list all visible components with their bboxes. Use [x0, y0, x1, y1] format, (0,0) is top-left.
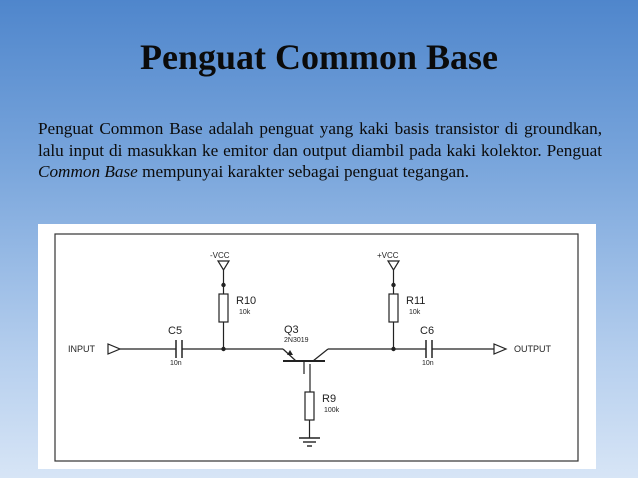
circuit-diagram	[38, 224, 596, 469]
q3-part: 2N3019	[284, 337, 309, 344]
junction-dot	[221, 283, 225, 287]
paragraph-text-end: mempunyai karakter sebagai penguat tegangan.	[137, 162, 469, 181]
r11-value: 10k	[409, 309, 421, 316]
junction-dot	[221, 347, 225, 351]
r10-label: R10	[236, 295, 257, 307]
r10-resistor	[219, 294, 228, 322]
output-arrow	[494, 344, 506, 354]
q3-emitter-arrow	[287, 350, 293, 355]
r10-value: 10k	[239, 309, 251, 316]
neg-vcc-symbol	[218, 261, 229, 270]
input-label: INPUT	[68, 344, 95, 354]
junction-dot	[391, 283, 395, 287]
c6-label: C6	[420, 325, 435, 337]
q3-label: Q3	[284, 324, 299, 336]
c5-value: 10n	[170, 360, 182, 367]
r11-label: R11	[406, 295, 426, 307]
circuit-diagram-panel	[38, 224, 596, 469]
r11-resistor	[389, 294, 398, 322]
output-label: OUTPUT	[514, 344, 551, 354]
pos-vcc-label: +VCC	[377, 251, 399, 260]
q3-collector-lead	[313, 349, 328, 361]
diagram-frame	[55, 234, 578, 461]
paragraph-text: Penguat Common Base adalah penguat yang kaki basis transistor di groundkan, lalu input di masukkan ke emitor dan output diambil pada kaki kolektor. Penguat	[38, 119, 602, 160]
c6-value: 10n	[422, 360, 434, 367]
pos-vcc-symbol	[388, 261, 399, 270]
slide-title: Penguat Common Base	[140, 37, 498, 77]
body-paragraph	[38, 118, 602, 183]
junction-dot	[391, 347, 395, 351]
paragraph-italic-term: Common Base	[38, 162, 138, 181]
c5-label: C5	[168, 325, 183, 337]
r9-value: 100k	[324, 407, 340, 414]
r9-label: R9	[322, 393, 337, 405]
r9-resistor	[305, 392, 314, 420]
neg-vcc-label: -VCC	[210, 251, 230, 260]
input-arrow	[108, 344, 120, 354]
